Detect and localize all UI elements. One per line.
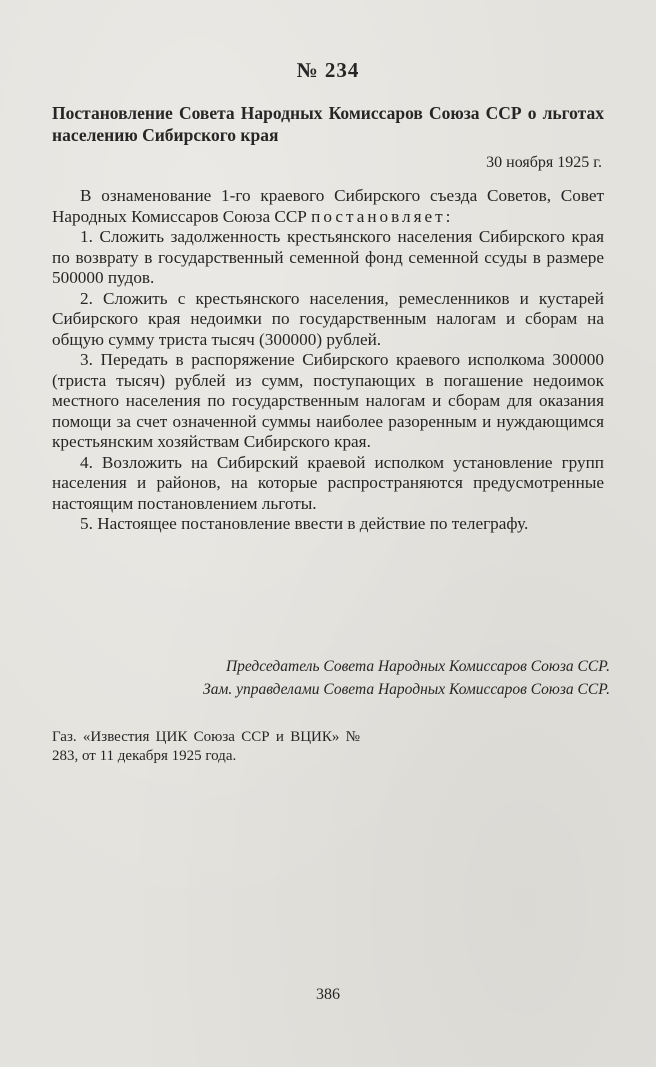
page-number: 386 [316,986,340,1003]
item-4: 4. Возложить на Сибирский краевой исполком установление групп населения и районов, на которые распространяются предусмотренные настоящим постановлением льготы. [52,452,604,513]
document-number: № 234 [296,58,360,82]
document-date: 30 ноября 1925 г. [486,154,602,171]
signature-deputy: Зам. управделами Совета Народных Комиссаров Союза ССР. [203,681,610,698]
item-2: 2. Сложить с крестьянского населения, ремесленников и кустарей Сибирского края недоимки по государственным налогам и сборам на общую сумму триста тысяч (300000) рублей. [52,288,604,349]
item-5: 5. Настоящее постановление ввести в действие по телеграфу. [80,514,529,533]
signatures [180,657,610,703]
source-citation: Газ. «Известия ЦИК Союза ССР и ВЦИК» № 283, от 11 декабря 1925 года. [52,729,360,764]
item-3: 3. Передать в распоряжение Сибирского краевого исполкома 300000 (триста тысяч) рублей из сумм, поступающих в погашение недоимок местного населения по государственным налогам и сборам для оказания помощи за счет означенной суммы наиболее разоренным и нуждающимся крестьянским хозяйствам Сибирского края. [52,350,604,451]
document-title: Постановление Совета Народных Комиссаров Союза ССР о льготах населению Сибирского края [52,103,604,145]
preamble-verb: постановляет: [311,206,454,226]
item-1: 1. Сложить задолженность крестьянского населения Сибирского края по возврату в государственный семенной фонд семенной ссуды в размере 500000 пудов. [52,227,604,287]
signature-chairman: Председатель Совета Народных Комиссаров Союза ССР. [225,658,610,675]
preamble [52,186,604,227]
document-body [52,186,604,535]
preamble-text: В ознаменование 1-го краевого Сибирского съезда Советов, Совет Народных Комиссаров Союза ССР [52,186,604,226]
